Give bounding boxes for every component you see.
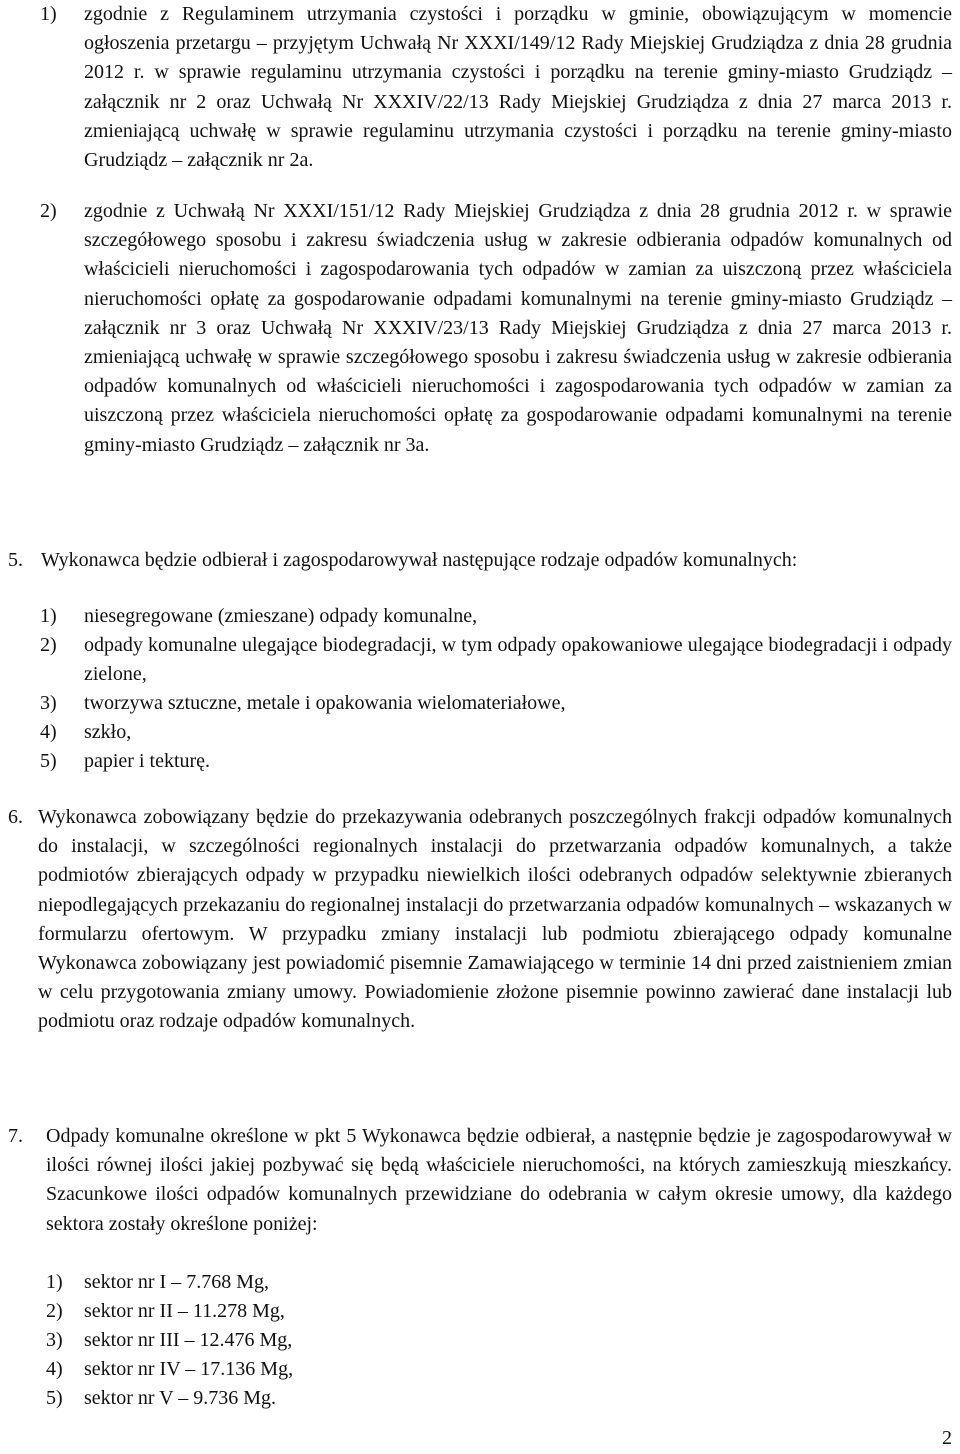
list-item-text: zgodnie z Uchwałą Nr XXXI/151/12 Rady Miejskiej Grudziądza z dnia 28 grudnia 2012 r. w sprawie szczegółowego sposobu i zakresu świadczenia usług w zakresie odbierania odpadów komunalnych od właścicieli nieruchomości i zagospodarowania tych odpadów w zamian za uiszczoną przez właściciela nieruchomości opłatę za gospodarowanie odpadami komunalnymi na terenie gminy-miasto Grudziądz – załącznik nr 3 oraz Uchwałą Nr XXXIV/23/13 Rady Miejskiej Grudziądza z dnia 27 marca 2013 r. zmieniającą uchwałę w sprawie szczegółowego sposobu i zakresu świadczenia usług w zakresie odbierania odpadów komunalnych od właścicieli nieruchomości i zagospodarowania tych odpadów w zamian za uiszczoną przez właściciela nieruchomości opłatę za gospodarowanie odpadami komunalnymi na terenie gminy-miasto Grudziądz – załącznik nr 3a. [84, 200, 952, 456]
list-item [40, 689, 952, 718]
section-number: 7. [8, 1125, 23, 1147]
list-item-text: papier i tekturę. [84, 750, 211, 772]
section-6 [8, 803, 952, 1037]
list-item-number: 2) [46, 1300, 63, 1322]
list-item [40, 631, 952, 689]
section-5 [8, 546, 952, 575]
list-item [46, 1355, 952, 1384]
list-item-text: sektor nr I – 7.768 Mg, [84, 1271, 269, 1293]
list-item-number: 5) [40, 750, 57, 772]
list-item-text: niesegregowane (zmieszane) odpady komunalne, [84, 605, 478, 627]
list-item [46, 1326, 952, 1355]
list-item-number: 2) [40, 200, 57, 222]
list-item-text: odpady komunalne ulegające biodegradacji, w tym odpady opakowaniowe ulegające biodegradacji i odpady zielone, [84, 634, 952, 686]
list-item-text: sektor nr III – 12.476 Mg, [84, 1329, 293, 1351]
list-item-number: 3) [46, 1329, 63, 1351]
list-item-number: 4) [46, 1358, 63, 1380]
list-item [40, 602, 952, 631]
list-item [40, 718, 952, 747]
list-item-number: 1) [40, 605, 57, 627]
list-item-number: 1) [46, 1271, 63, 1293]
list-item-number: 1) [40, 3, 57, 25]
page-number: 2 [942, 1427, 952, 1449]
section-text: Wykonawca zobowiązany będzie do przekazywania odebranych poszczególnych frakcji odpadów komunalnych do instalacji, w szczególności regionalnych instalacji do przetwarzania odpadów komunalnych, a także podmiotów zbierających odpady w przypadku niewielkich ilości odebranych odpadów selektywnie zbieranych niepodlegających przekazaniu do regionalnej instalacji do przetwarzania odpadów komunalnych – wskazanych w formularzu ofertowym. W przypadku zmiany instalacji lub podmiotu zbierającego odpady komunalne Wykonawca zobowiązany jest powiadomić pisemnie Zamawiającego w terminie 14 dni przed zaistnieniem zmian w celu przygotowania zmiany umowy. Powiadomienie złożone pisemnie powinno zawierać dane instalacji lub podmiotu oraz rodzaje odpadów komunalnych. [38, 806, 952, 1033]
list-item [46, 1384, 952, 1413]
list-item-number: 4) [40, 721, 57, 743]
section-text: Wykonawca będzie odbierał i zagospodarowywał następujące rodzaje odpadów komunalnych: [41, 549, 798, 571]
list-item-text: zgodnie z Regulaminem utrzymania czystości i porządku w gminie, obowiązującym w momencie ogłoszenia przetargu – przyjętym Uchwałą Nr XXXI/149/12 Rady Miejskiej Grudziądza z dnia 28 grudnia 2012 r. w sprawie regulaminu utrzymania czystości i porządku na terenie gminy-miasto Grudziądz – załącznik nr 2 oraz Uchwałą Nr XXXIV/22/13 Rady Miejskiej Grudziądza z dnia 27 marca 2013 r. zmieniającą uchwałę w sprawie regulaminu utrzymania czystości i porządku na terenie gminy-miasto Grudziądz – załącznik nr 2a. [84, 3, 952, 172]
list-item-text: sektor nr II – 11.278 Mg, [84, 1300, 285, 1322]
section-number: 6. [8, 806, 23, 828]
list-item-number: 2) [40, 634, 57, 656]
section-7 [8, 1122, 952, 1239]
list-item-text: tworzywa sztuczne, metale i opakowania wielomateriałowe, [84, 692, 566, 714]
list-item [40, 0, 952, 175]
list-item [46, 1268, 952, 1297]
list-item [46, 1297, 952, 1326]
list-item-text: sektor nr IV – 17.136 Mg, [84, 1358, 294, 1380]
list-item [40, 747, 952, 776]
section-number: 5. [8, 549, 23, 571]
list-item-text: szkło, [84, 721, 132, 743]
list-item-number: 3) [40, 692, 57, 714]
list-item-number: 5) [46, 1387, 63, 1409]
list-item [40, 197, 952, 460]
list-item-text: sektor nr V – 9.736 Mg. [84, 1387, 277, 1409]
section-text: Odpady komunalne określone w pkt 5 Wykonawca będzie odbierał, a następnie będzie je zagospodarowywał w ilości równej ilości jakiej pozbywać się będą właściciele nieruchomości, na których zamieszkują mieszkańcy. Szacunkowe ilości odpadów komunalnych przewidziane do odebrania w całym okresie umowy, dla każdego sektora zostały określone poniżej: [46, 1125, 952, 1235]
